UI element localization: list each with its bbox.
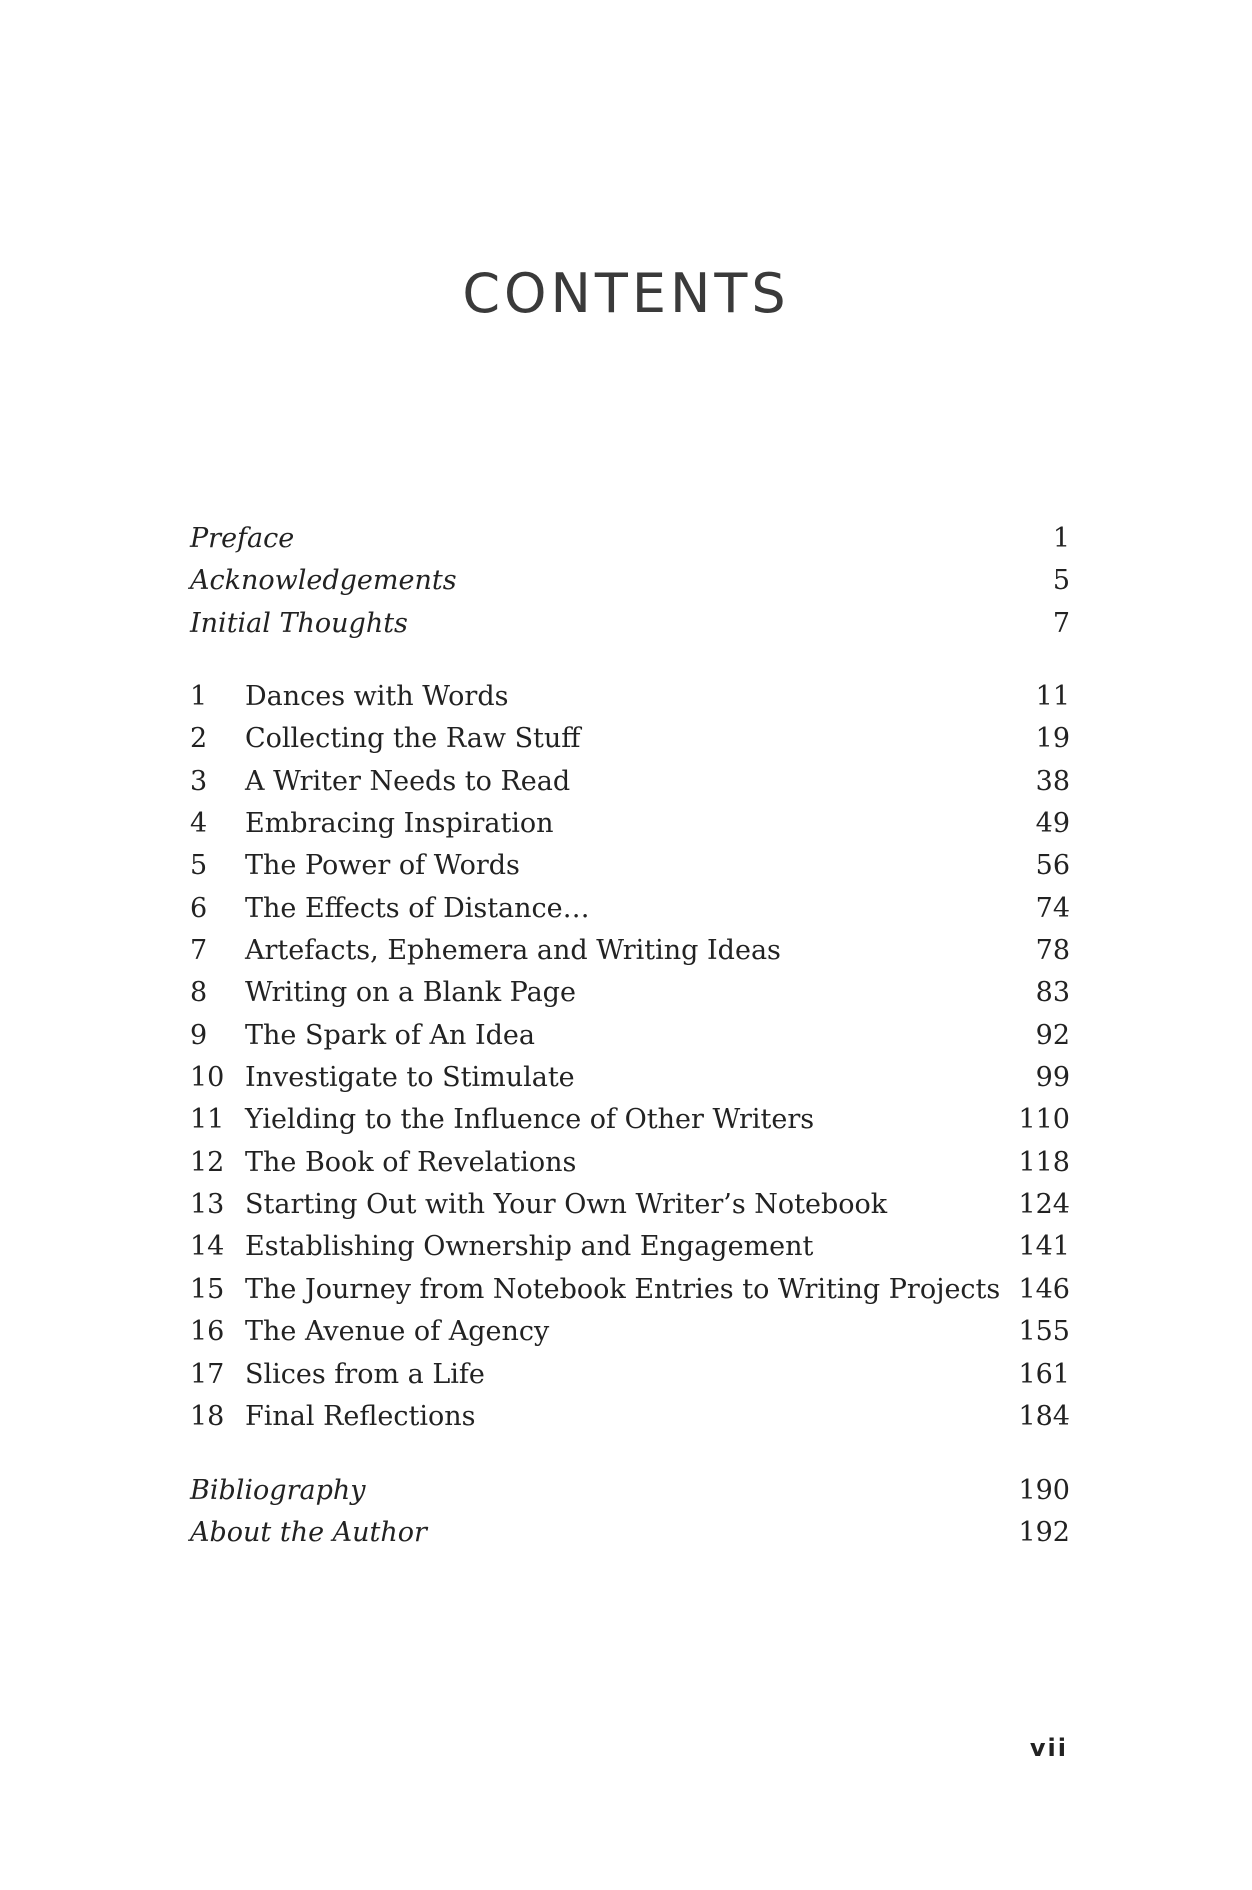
- chapter-page: 110: [1018, 1104, 1070, 1136]
- chapter-number: 15: [190, 1273, 225, 1305]
- toc-entry-title: Initial Thoughts: [190, 607, 408, 639]
- chapter-title: Establishing Ownership and Engagement: [245, 1231, 814, 1263]
- chapter-title: The Book of Revelations: [245, 1146, 577, 1178]
- chapter-number: 2: [190, 723, 208, 755]
- chapter-page: 184: [1018, 1400, 1070, 1432]
- chapter-title: The Effects of Distance…: [245, 892, 590, 924]
- toc-chapter-3[interactable]: [190, 761, 1070, 803]
- toc-entry-title: Bibliography: [190, 1475, 366, 1506]
- toc-chapter-8[interactable]: [190, 972, 1070, 1014]
- toc-chapter-5[interactable]: [190, 845, 1070, 887]
- toc-chapter-15[interactable]: [190, 1269, 1070, 1311]
- toc-chapter-16[interactable]: [190, 1311, 1070, 1353]
- chapter-page: 99: [1035, 1062, 1070, 1094]
- chapter-page: 161: [1018, 1358, 1070, 1390]
- chapter-page: 78: [1035, 935, 1070, 967]
- chapter-title: The Spark of An Idea: [245, 1019, 536, 1051]
- chapter-title: Final Reflections: [245, 1400, 476, 1432]
- chapter-page: 19: [1035, 723, 1070, 755]
- chapter-number: 18: [190, 1400, 225, 1432]
- toc-chapter-17[interactable]: [190, 1354, 1070, 1396]
- chapter-title: Artefacts, Ephemera and Writing Ideas: [245, 935, 781, 967]
- front-matter-list: [190, 518, 1070, 645]
- toc-chapter-14[interactable]: [190, 1226, 1070, 1268]
- toc-entry-page: 5: [1052, 565, 1070, 597]
- chapter-title: Dances with Words: [245, 681, 509, 712]
- chapter-title: A Writer Needs to Read: [245, 765, 571, 797]
- chapter-number: 14: [190, 1231, 225, 1263]
- chapter-page: 141: [1018, 1231, 1070, 1263]
- back-matter-list: [190, 1470, 1070, 1555]
- chapter-page: 11: [1035, 681, 1070, 712]
- chapter-title: Slices from a Life: [245, 1358, 485, 1390]
- toc-entry-initial-thoughts[interactable]: [190, 603, 1070, 645]
- toc-entry-page: 192: [1018, 1517, 1070, 1549]
- toc-chapter-18[interactable]: [190, 1396, 1070, 1438]
- chapter-page: 49: [1035, 808, 1070, 840]
- chapter-number: 8: [190, 977, 208, 1009]
- chapter-title: The Avenue of Agency: [245, 1316, 550, 1348]
- chapter-page: 146: [1018, 1273, 1070, 1305]
- toc-chapter-11[interactable]: [190, 1099, 1070, 1141]
- chapter-page: 74: [1035, 892, 1070, 924]
- chapter-number: 12: [190, 1146, 225, 1178]
- toc-chapter-1[interactable]: [190, 676, 1070, 718]
- page-title: CONTENTS: [462, 262, 790, 325]
- chapter-number: 10: [190, 1062, 225, 1094]
- chapter-number: 9: [190, 1019, 208, 1051]
- chapter-number: 13: [190, 1189, 225, 1221]
- chapter-page: 124: [1018, 1189, 1070, 1221]
- chapter-title: Yielding to the Influence of Other Writers: [245, 1104, 815, 1136]
- chapter-number: 4: [190, 808, 208, 840]
- chapter-number: 3: [190, 765, 208, 797]
- chapter-number: 5: [190, 850, 208, 882]
- chapter-title: The Power of Words: [245, 850, 520, 882]
- chapter-page: 92: [1035, 1019, 1070, 1051]
- chapter-page: 155: [1018, 1316, 1070, 1348]
- chapter-list: [190, 676, 1070, 1438]
- toc-entry-page: 7: [1052, 607, 1070, 639]
- toc-chapter-7[interactable]: [190, 930, 1070, 972]
- chapter-title: Investigate to Stimulate: [245, 1062, 575, 1094]
- chapter-number: 7: [190, 935, 208, 967]
- toc-chapter-13[interactable]: [190, 1184, 1070, 1226]
- toc-chapter-4[interactable]: [190, 803, 1070, 845]
- toc-entry-title: Acknowledgements: [190, 565, 457, 597]
- chapter-title: Embracing Inspiration: [245, 808, 554, 840]
- toc-entry-bibliography[interactable]: [190, 1470, 1070, 1512]
- chapter-number: 17: [190, 1358, 225, 1390]
- toc-entry-page: 190: [1018, 1475, 1070, 1506]
- toc-entry-title: About the Author: [190, 1517, 427, 1549]
- chapter-title: The Journey from Notebook Entries to Writing Projects: [245, 1273, 1001, 1305]
- toc-entry-title: Preface: [190, 523, 295, 554]
- chapter-number: 1: [190, 681, 208, 712]
- toc-chapter-6[interactable]: [190, 888, 1070, 930]
- toc-entry-about-the-author[interactable]: [190, 1512, 1070, 1554]
- chapter-number: 6: [190, 892, 208, 924]
- chapter-title: Collecting the Raw Stuff: [245, 723, 581, 755]
- chapter-page: 38: [1035, 765, 1070, 797]
- chapter-number: 11: [190, 1104, 225, 1136]
- toc-chapter-9[interactable]: [190, 1015, 1070, 1057]
- toc-chapter-12[interactable]: [190, 1142, 1070, 1184]
- toc-chapter-2[interactable]: [190, 718, 1070, 760]
- toc-entry-acknowledgements[interactable]: [190, 560, 1070, 602]
- chapter-page: 56: [1035, 850, 1070, 882]
- chapter-title: Starting Out with Your Own Writer’s Notebook: [245, 1189, 888, 1221]
- chapter-number: 16: [190, 1316, 225, 1348]
- chapter-page: 83: [1035, 977, 1070, 1009]
- toc-entry-preface[interactable]: [190, 518, 1070, 560]
- page-folio: vii: [1029, 1734, 1068, 1762]
- toc-chapter-10[interactable]: [190, 1057, 1070, 1099]
- chapter-page: 118: [1018, 1146, 1070, 1178]
- chapter-title: Writing on a Blank Page: [245, 977, 576, 1009]
- toc-entry-page: 1: [1052, 523, 1070, 554]
